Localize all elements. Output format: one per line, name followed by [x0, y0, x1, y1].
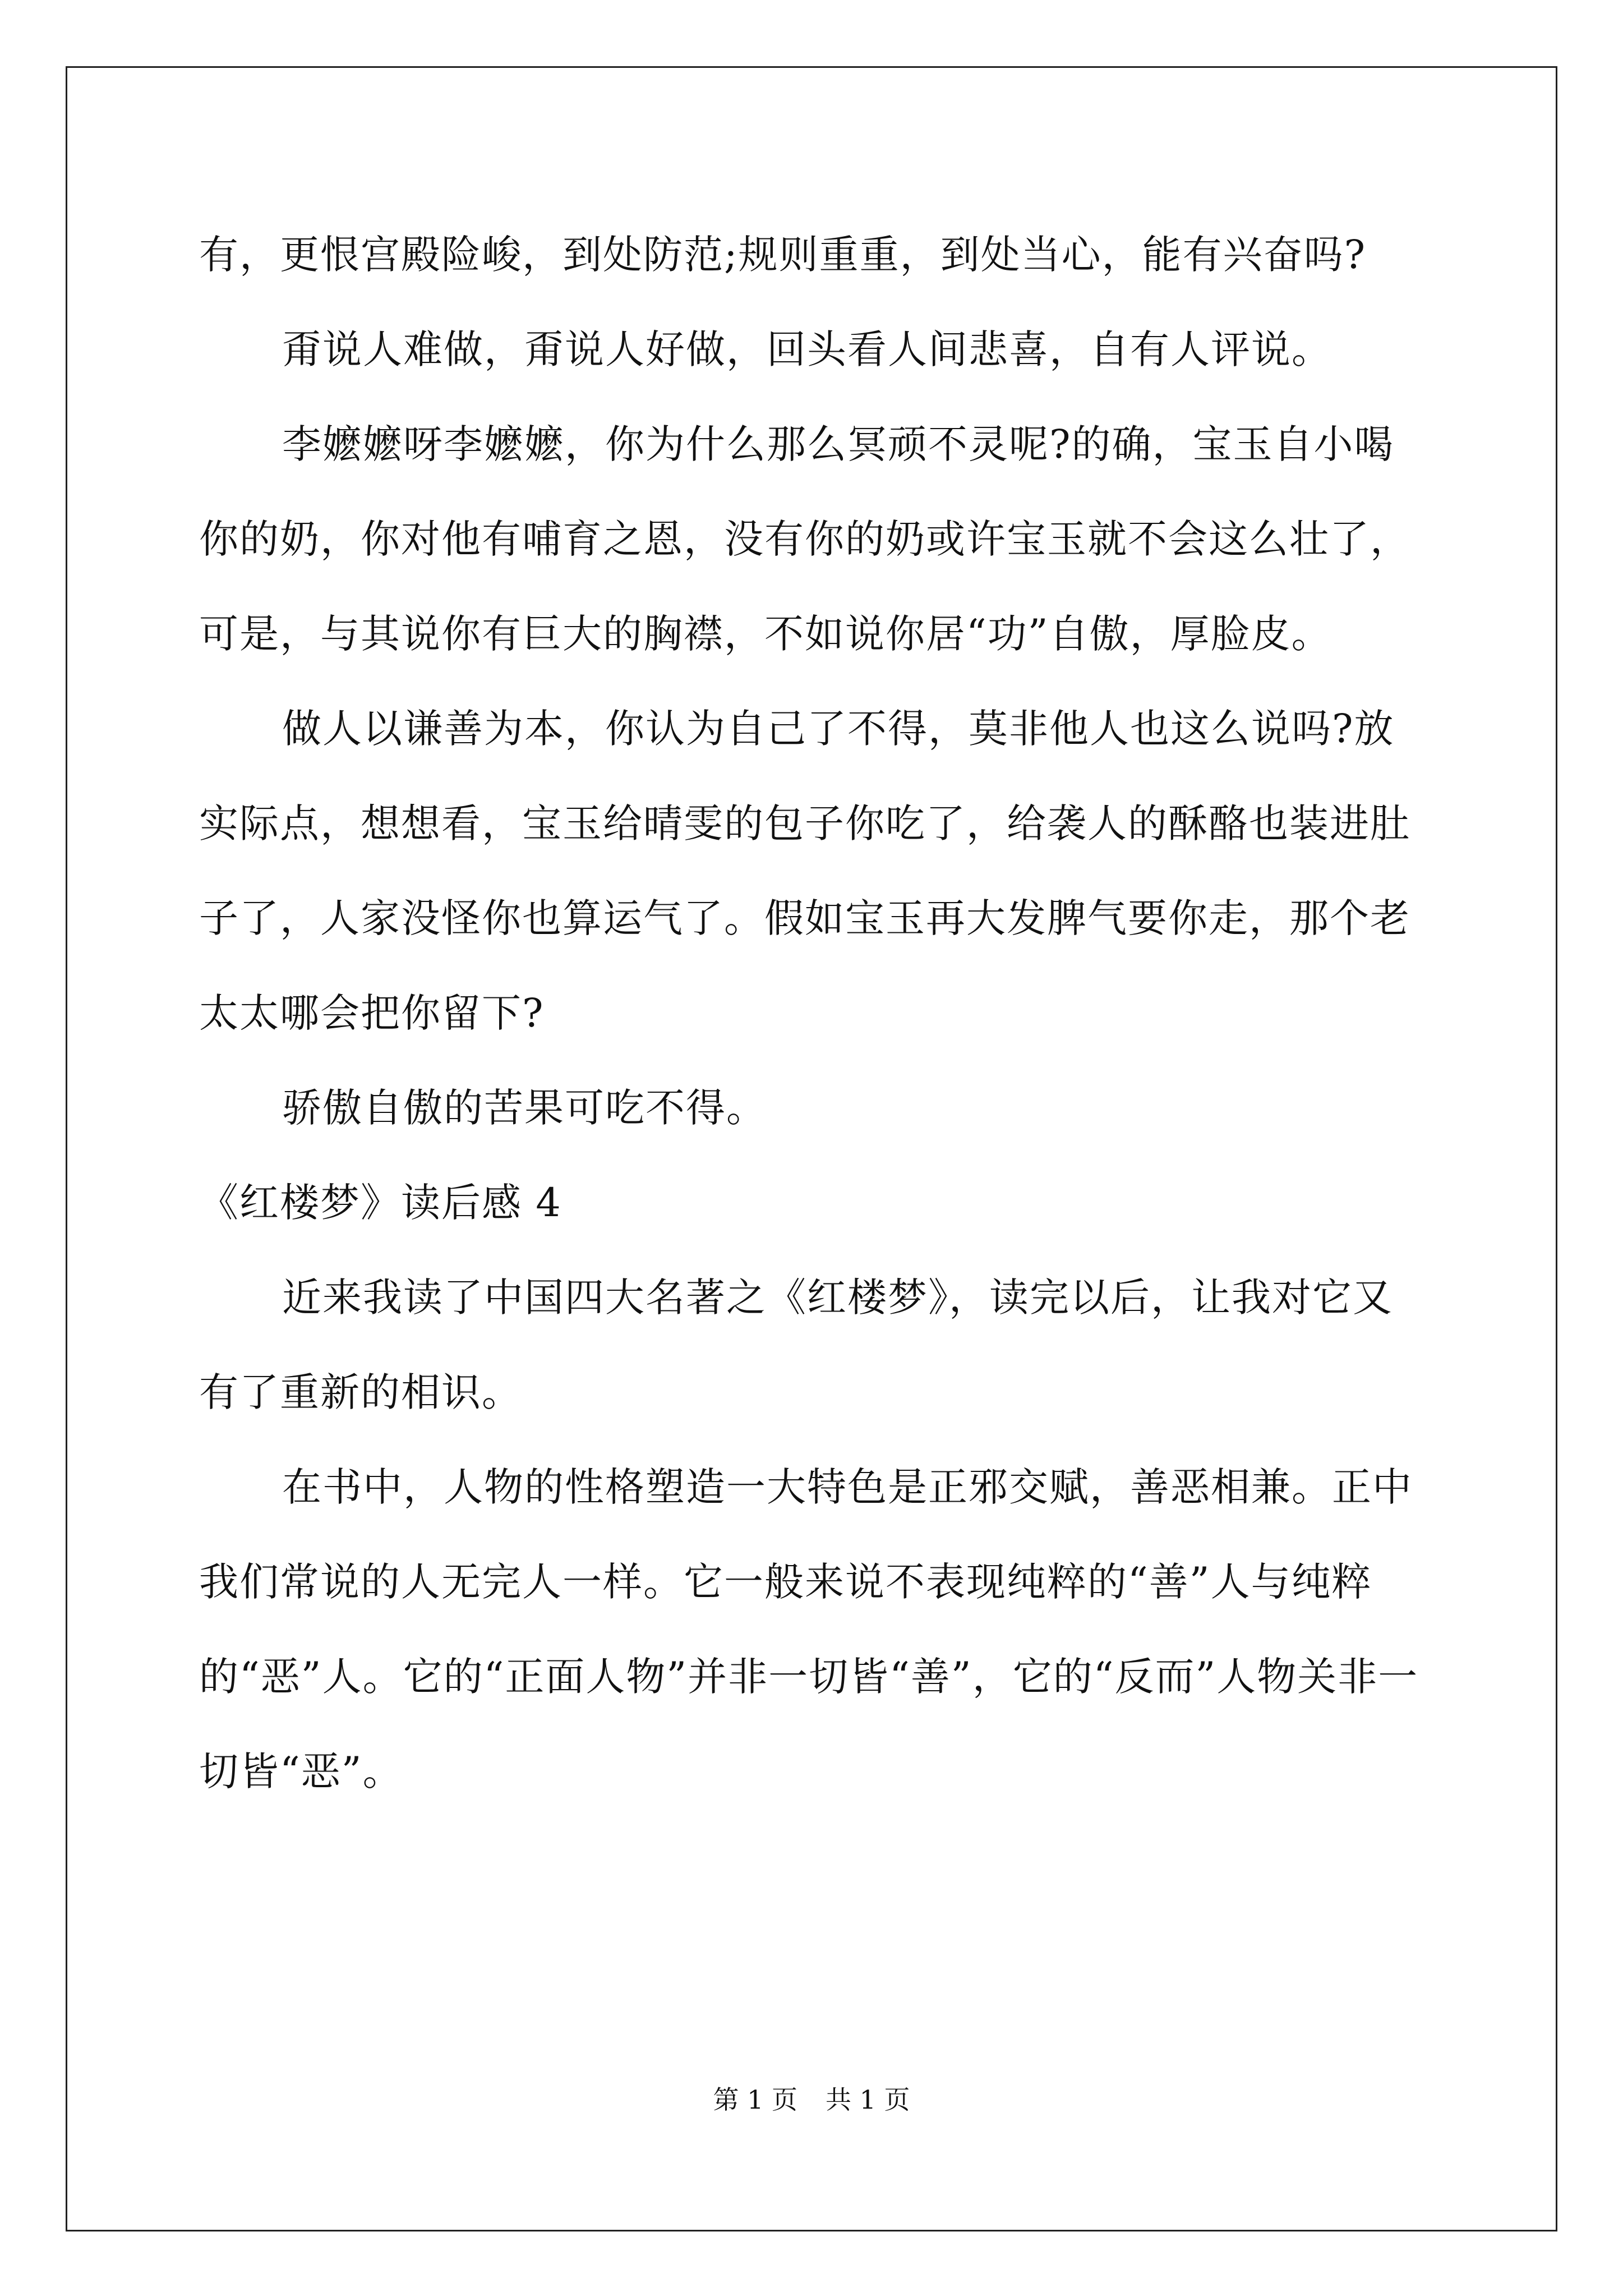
paragraph: 甭说人难做，甭说人好做，回头看人间悲喜，自有人评说。 — [282, 326, 1332, 372]
paragraph: 近来我读了中国四大名著之《红楼梦》，读完以后，让我对它又有了重新的相识。 — [199, 1274, 1393, 1415]
paragraph-continuation: 有，更恨宫殿险峻，到处防范;规则重重，到处当心，能有兴奋吗? — [199, 232, 1367, 278]
page-number: 第 1 页 — [713, 2085, 797, 2115]
paragraph: 在书中，人物的性格塑造一大特色是正邪交赋，善恶相兼。正中我们常说的人无完人一样。它一般来说不表现纯粹的“善”人与纯粹的“恶”人。它的“正面人物”并非一切皆“善”，它的“反而”人物关非一切皆“恶”。 — [199, 1464, 1419, 1795]
paragraph: 做人以谦善为本，你认为自己了不得，莫非他人也这么说吗?放实际点，想想看，宝玉给晴雯的包子你吃了，给袭人的酥酪也装进肚子了，人家没怪你也算运气了。假如宝玉再大发脾气要你走，那个老太太哪会把你留下? — [199, 706, 1410, 1036]
page-footer — [0, 2084, 1623, 2115]
section-heading: 《红楼梦》读后感 4 — [199, 1180, 562, 1226]
paragraph: 骄傲自傲的苦果可吃不得。 — [282, 1085, 767, 1131]
page-total: 共 1 页 — [826, 2085, 910, 2115]
paragraph: 李嬷嬷呀李嬷嬷，你为什么那么冥顽不灵呢?的确，宝玉自小喝你的奶，你对他有哺育之恩，没有你的奶或许宝玉就不会这么壮了，可是，与其说你有巨大的胸襟，不如说你居“功”自傲，厚脸皮。 — [199, 421, 1410, 657]
document-body — [199, 208, 1427, 1819]
